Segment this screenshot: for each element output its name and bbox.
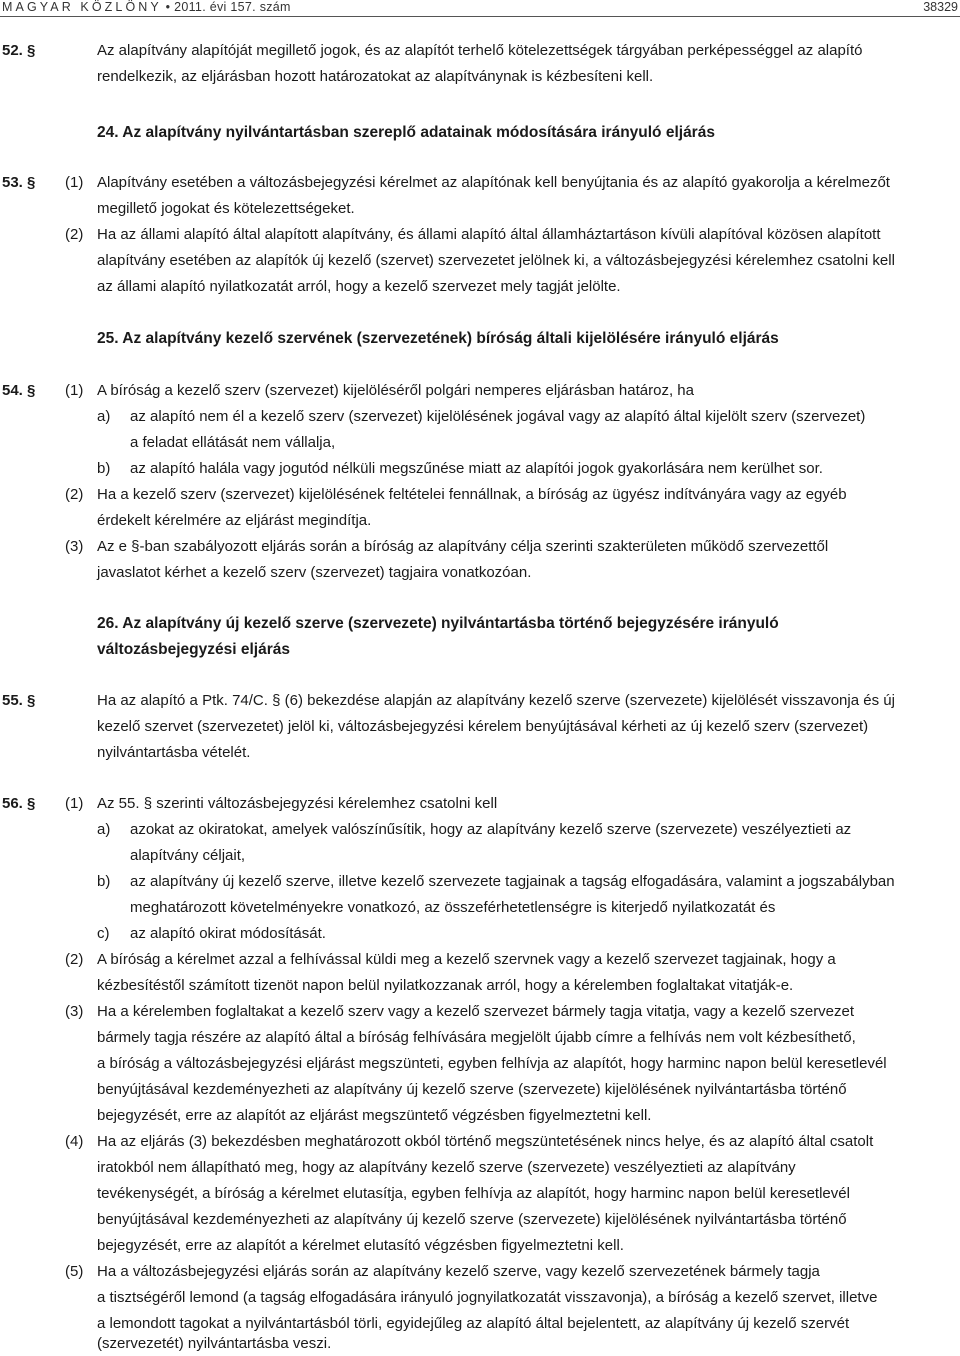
section-54-para-2-line-1: Ha a kezelő szerv (szervezet) kijelölésének feltételei fennállnak, a bíróság az ügyész indítványára vagy az egyéb bbox=[97, 486, 847, 503]
section-54-point-b-line-1: az alapító halála vagy jogutód nélküli megszűnése miatt az alapítói jogok gyakorlására nem kerülhet sor. bbox=[130, 460, 823, 477]
section-56-para-3-line-2: bármely tagja részére az alapító által a bíróság felhívására megjelölt újabb címre a felhívás nem volt kézbesíthető, bbox=[97, 1029, 856, 1046]
section-53-para-1-line-1: Alapítvány esetében a változásbejegyzési kérelmet az alapítónak kell benyújtania és az alapító gyakorolja a kérelmezőt bbox=[97, 174, 890, 191]
section-56-point-c-line-1: az alapító okirat módosítását. bbox=[130, 925, 326, 942]
publication-info bbox=[2, 0, 291, 14]
section-54-para-2-line-2: érdekelt kérelmére az eljárást megindítja. bbox=[97, 512, 372, 529]
issue-label: 2011. évi 157. szám bbox=[174, 0, 291, 14]
section-56-point-a-line-2: alapítvány céljait, bbox=[130, 847, 246, 864]
section-54-point-b-marker: b) bbox=[97, 460, 111, 477]
header-bullet: • bbox=[165, 0, 171, 14]
section-53-para-2-line-1: Ha az állami alapító által alapított alapítvány, és állami alapító által államháztartáson kívüli alapítóval közösen alapított bbox=[97, 226, 881, 243]
section-52-number: 52. § bbox=[2, 42, 36, 59]
chapter-24-heading: 24. Az alapítvány nyilvántartásban szereplő adatainak módosítására irányuló eljárás bbox=[97, 124, 715, 141]
section-55-line-3: nyilvántartásba vételét. bbox=[97, 744, 251, 761]
section-56-point-b-line-2: meghatározott követelményekre vonatkozó, az összeférhetetlenségre is kiterjedő nyilatkozatát és bbox=[130, 899, 776, 916]
header-divider bbox=[0, 16, 960, 17]
section-56-point-b-marker: b) bbox=[97, 873, 111, 890]
chapter-25-heading: 25. Az alapítvány kezelő szervének (szervezetének) bíróság általi kijelölésére irányuló eljárás bbox=[97, 330, 779, 347]
section-56-para-5-line-3: a lemondott tagokat a nyilvántartásból törli, egyidejűleg az alapító által bejelentett, az alapítvány új kezelő szervét bbox=[97, 1315, 850, 1332]
section-54-point-a-marker: a) bbox=[97, 408, 111, 425]
section-55-line-2: kezelő szervet (szervezetet) jelöl ki, változásbejegyzési kérelem benyújtásával kérheti az új kezelő szerv (szervezet) bbox=[97, 718, 869, 735]
section-53-para-1-line-2: megillető jogokat és kötelezettségeket. bbox=[97, 200, 355, 217]
section-56-para-4-line-3: tevékenységét, a bíróság a kérelmet elutasítja, egyben felhívja az alapítót, hogy harminc napon belül keresetlevél bbox=[97, 1185, 850, 1202]
section-56-point-a-marker: a) bbox=[97, 821, 111, 838]
chapter-26-heading-line-2: változásbejegyzési eljárás bbox=[97, 641, 291, 658]
section-52-line-1: Az alapítvány alapítóját megillető jogok, és az alapítót terhelő kötelezettségek tárgyában perképességgel az alapító bbox=[97, 42, 863, 59]
section-54-para-3-line-2: javaslatot kérhet a kezelő szerv (szervezet) tagjaira vonatkozóan. bbox=[97, 564, 532, 581]
section-54-point-a-line-1: az alapító nem él a kezelő szerv (szervezet) kijelölésének jogával vagy az alapító által kijelölt szerv (szervezet) bbox=[130, 408, 866, 425]
section-54-point-a-line-2: a feladat ellátását nem vállalja, bbox=[130, 434, 336, 451]
section-56-para-3-line-5: bejegyzését, erre az alapítót az eljárást megszüntető végzésben figyelmeztetni kell. bbox=[97, 1107, 652, 1124]
section-52-line-2: rendelkezik, az eljárásban hozott határozatokat az alapítványnak is kézbesíteni kell. bbox=[97, 68, 654, 85]
section-53-number: 53. § bbox=[2, 174, 36, 191]
section-56-para-4-line-1: Ha az eljárás (3) bekezdésben meghatározott okból történő megszüntetésének nincs helye, és az alapító által csatolt bbox=[97, 1133, 874, 1150]
section-56-point-c-marker: c) bbox=[97, 925, 110, 942]
section-56-para-1-line-1: Az 55. § szerinti változásbejegyzési kérelemhez csatolni kell bbox=[97, 795, 498, 812]
section-56-para-4-line-2: iratokból nem állapítható meg, hogy az alapítvány kezelő szerve (szervezete) veszélyeztieti az alapítvány bbox=[97, 1159, 796, 1176]
section-56-para-3-line-3: a bíróság a változásbejegyzési eljárást megszünteti, egyben felhívja az alapítót, hogy harminc napon belül keresetlevél bbox=[97, 1055, 887, 1072]
section-55-line-1: Ha az alapító a Ptk. 74/C. § (6) bekezdése alapján az alapítvány kezelő szerve (szervezete) kijelölését visszavonja és új bbox=[97, 692, 895, 709]
section-53-para-2-line-3: az állami alapító nyilatkozatát arról, hogy a kezelő szervezet mely tagját jelölte. bbox=[97, 278, 621, 295]
section-54-para-3-number: (3) bbox=[65, 538, 84, 555]
section-56-number: 56. § bbox=[2, 795, 36, 812]
page-number: 38329 bbox=[923, 0, 958, 14]
section-54-para-1-number: (1) bbox=[65, 382, 84, 399]
section-56-para-5-number: (5) bbox=[65, 1263, 84, 1280]
section-56-para-2-line-2: kézbesítéstől számított tizenöt napon belül nyilatkozzanak arról, hogy a kérelemben foglaltakat vitatják-e. bbox=[97, 977, 794, 994]
chapter-26-heading-line-1: 26. Az alapítvány új kezelő szerve (szervezete) nyilvántartásba történő bejegyzésére irányuló bbox=[97, 615, 779, 632]
section-54-para-3-line-1: Az e §-ban szabályozott eljárás során a bíróság az alapítvány célja szerinti szakterületen működő szervezettől bbox=[97, 538, 829, 555]
section-53-para-2-number: (2) bbox=[65, 226, 84, 243]
section-56-para-1-number: (1) bbox=[65, 795, 84, 812]
section-54-number: 54. § bbox=[2, 382, 36, 399]
section-56-para-3-number: (3) bbox=[65, 1003, 84, 1020]
section-56-para-3-line-4: benyújtásával kezdeményezheti az alapítvány új kezelő szerve (szervezete) kijelölésének nyilvántartásba történő bbox=[97, 1081, 847, 1098]
section-56-para-4-number: (4) bbox=[65, 1133, 84, 1150]
section-56-para-5-line-4: (szervezetét) nyilvántartásba veszi. bbox=[97, 1335, 332, 1352]
section-56-para-4-line-5: bejegyzését, erre az alapítót a kérelmet elutasító végzésben figyelmeztetni kell. bbox=[97, 1237, 624, 1254]
section-56-para-3-line-1: Ha a kérelemben foglaltakat a kezelő szerv vagy a kezelő szervezet bármely tagja vitatja, vagy a kezelő szervezet bbox=[97, 1003, 855, 1020]
section-56-point-b-line-1: az alapítvány új kezelő szerve, illetve kezelő szervezete tagjainak a tagság elfogadására, valamint a jogszabályban bbox=[130, 873, 895, 890]
section-56-para-4-line-4: benyújtásával kezdeményezheti az alapítvány új kezelő szerve (szervezete) kijelölésének nyilvántartásba történő bbox=[97, 1211, 847, 1228]
section-56-para-2-number: (2) bbox=[65, 951, 84, 968]
section-53-para-2-line-2: alapítvány esetében az alapítók új kezelő (szervet) szervezetet jelölnek ki, a változásbejegyzési kérelemhez csatolni kell bbox=[97, 252, 895, 269]
publication-name: MAGYAR KÖZLÖNY bbox=[2, 0, 162, 14]
page-header bbox=[0, 0, 960, 14]
section-53-para-1-number: (1) bbox=[65, 174, 84, 191]
section-54-para-1-line-1: A bíróság a kezelő szerv (szervezet) kijelöléséről polgári nemperes eljárásban határoz, ha bbox=[97, 382, 694, 399]
section-56-para-5-line-1: Ha a változásbejegyzési eljárás során az alapítvány kezelő szerve, vagy kezelő szervezetének bármely tagja bbox=[97, 1263, 820, 1280]
section-56-para-5-line-2: a tisztségéről lemond (a tagság elfogadására irányuló jognyilatkozatát visszavonja), a bíróság a kezelő szervet, illetve bbox=[97, 1289, 878, 1306]
section-55-number: 55. § bbox=[2, 692, 36, 709]
section-56-para-2-line-1: A bíróság a kérelmet azzal a felhívással küldi meg a kezelő szervnek vagy a kezelő szervezet tagjainak, hogy a bbox=[97, 951, 836, 968]
section-54-para-2-number: (2) bbox=[65, 486, 84, 503]
section-56-point-a-line-1: azokat az okiratokat, amelyek valószínűsítik, hogy az alapítvány kezelő szerve (szervezete) veszélyeztieti az bbox=[130, 821, 852, 838]
